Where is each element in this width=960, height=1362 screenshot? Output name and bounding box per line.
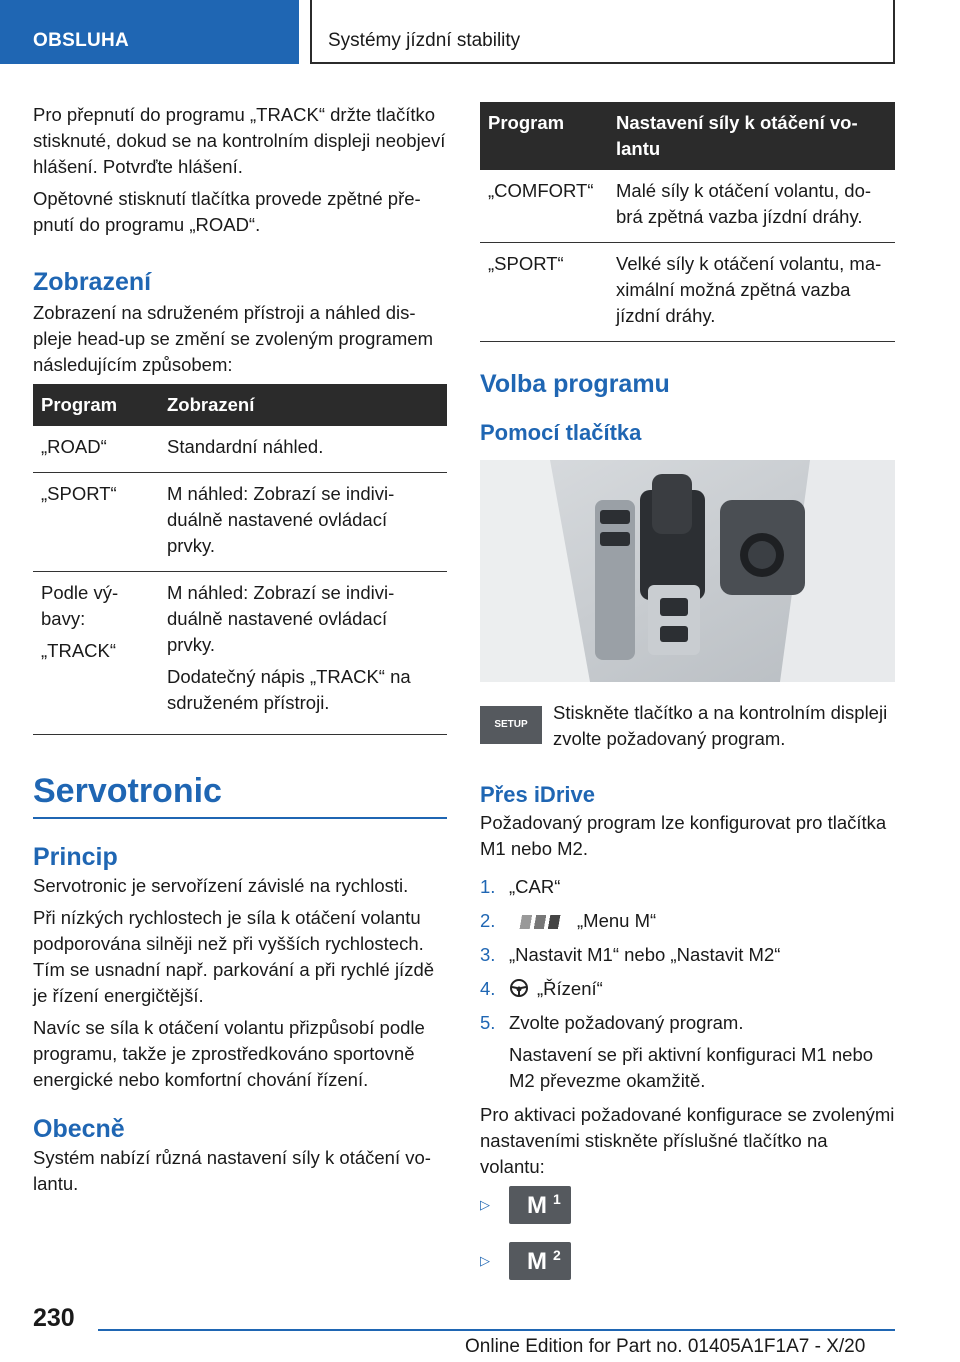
step-text: Zvolte požadovaný program. [509, 1012, 744, 1033]
table-cell: „SPORT“ [480, 243, 608, 342]
edition-text: Online Edition for Part no. 01405A1F1A7 - X/20 [465, 1336, 866, 1357]
m2-row [480, 1242, 895, 1298]
table-cell [33, 572, 159, 735]
subsection-heading: Přes iDrive [480, 782, 595, 807]
table-header: Program [33, 384, 159, 426]
step-note: Nastavení se při aktivní konfiguraci M1 nebo M2 převezme okamžitě. [509, 1044, 874, 1091]
table-cell: Standardní náhled. [159, 426, 447, 473]
table-row [480, 243, 895, 342]
left-column [33, 102, 447, 1203]
page-number: 230 [33, 1304, 75, 1332]
table-row [33, 572, 447, 735]
cell-text: Dodatečný nápis „TRACK“ na sdruženém přístroji. [167, 666, 411, 713]
m2-button-icon [509, 1242, 571, 1280]
paragraph: Zobrazení na sdruženém přístroji a náhled displeje head-up se změní se zvoleným programem následujícím způsobem: [33, 302, 433, 375]
section-label: OBSLUHA [33, 30, 130, 51]
m1-row [480, 1186, 895, 1242]
chapter-header [310, 0, 895, 64]
chapter-heading: Servotronic [33, 772, 222, 810]
step-number: 4. [480, 978, 496, 999]
display-table [33, 384, 447, 735]
steps-list [480, 874, 895, 1094]
section-tab [0, 0, 299, 64]
footer-rule [98, 1329, 895, 1331]
table-header: Program [480, 102, 608, 170]
table-row [33, 426, 447, 473]
setup-button-icon: SETUP [480, 706, 542, 744]
table-cell: M náhled: Zobrazí se individuálně nastavené ovládací prvky. [159, 473, 447, 572]
paragraph: Pro přepnutí do programu „TRACK“ držte tlačítko stisknuté, dokud se na kontrolním displeji neobjeví hlášení. Potvrďte hlášení. [33, 104, 446, 177]
paragraph: Servotronic je servořízení závislé na rychlosti. [33, 875, 409, 896]
step-text: „Řízení“ [537, 978, 603, 999]
m2-letter: M [527, 1248, 547, 1275]
step-number: 2. [480, 910, 496, 931]
m1-button-icon [509, 1186, 571, 1224]
table-cell: Malé síly k otáčení volantu, dobrá zpětná vazba jízdní dráhy. [608, 170, 895, 243]
paragraph: Požadovaný program lze konfigurovat pro tlačítka M1 nebo M2. [480, 812, 887, 859]
list-item [480, 942, 895, 968]
center-console-photo [480, 460, 895, 682]
bullet-icon: ▷ [480, 1197, 490, 1212]
heading-rule [33, 817, 447, 819]
paragraph: Při nízkých rychlostech je síla k otáčení volantu podporována silněji než při vyšších rychlostech. Tím se usnadní např. parkování a při rychlé jízdě je řízení energičtější. [33, 907, 435, 1006]
table-row [480, 170, 895, 243]
paragraph: Opětovné stisknutí tlačítka provede zpětné přepnutí do programu „ROAD“. [33, 188, 421, 235]
m1-number: 1 [553, 1191, 561, 1207]
list-item [480, 1010, 895, 1094]
step-number: 1. [480, 876, 496, 897]
steering-table [480, 102, 895, 342]
table-header: Nastavení síly k otáčení volantu [608, 102, 895, 170]
chapter-title: Systémy jízdní stability [328, 30, 521, 51]
paragraph: Systém nabízí různá nastavení síly k otáčení volantu. [33, 1147, 431, 1194]
setup-text: Stiskněte tlačítko a na kontrolním displeji zvolte požadovaný program. [553, 702, 888, 749]
m1-letter: M [527, 1192, 547, 1219]
step-text: „CAR“ [509, 876, 561, 897]
subsection-heading: Pomocí tlačítka [480, 420, 642, 445]
cell-text: Podle výbavy: [41, 582, 119, 629]
list-item [480, 976, 895, 1002]
section-heading: Zobrazení [33, 268, 152, 296]
table-row [33, 473, 447, 572]
cell-text: „TRACK“ [41, 640, 117, 661]
table-cell: „ROAD“ [33, 426, 159, 473]
step-text: „Menu M“ [577, 910, 657, 931]
step-number: 3. [480, 944, 496, 965]
cell-text: M náhled: Zobrazí se individuálně nastavené ovládací prvky. [167, 582, 395, 655]
list-item [480, 908, 895, 934]
paragraph: Navíc se síla k otáčení volantu přizpůsobí podle programu, takže je zprostředkováno sportovně energické nebo komfortní chování řízení. [33, 1017, 425, 1090]
table-cell [159, 572, 447, 735]
table-cell: „SPORT“ [33, 473, 159, 572]
section-heading: Volba programu [480, 370, 670, 398]
table-cell: „COMFORT“ [480, 170, 608, 243]
steering-wheel-icon [509, 978, 529, 998]
right-column [480, 102, 895, 1298]
bullet-icon: ▷ [480, 1253, 490, 1268]
step-text: „Nastavit M1“ nebo „Nastavit M2“ [509, 944, 781, 965]
step-number: 5. [480, 1012, 496, 1033]
section-heading: Princip [33, 843, 118, 871]
setup-row [480, 700, 895, 770]
table-header: Zobrazení [159, 384, 447, 426]
table-cell: Velké síly k otáčení volantu, maximální možná zpětná vazba jízdní dráhy. [608, 243, 895, 342]
section-heading: Obecně [33, 1115, 125, 1143]
m2-number: 2 [553, 1247, 561, 1263]
m-menu-icon [517, 915, 565, 929]
list-item [480, 874, 895, 900]
paragraph: Pro aktivaci požadované konfigurace se zvolenými nastaveními stiskněte příslušné tlačítko na volantu: [480, 1104, 895, 1177]
